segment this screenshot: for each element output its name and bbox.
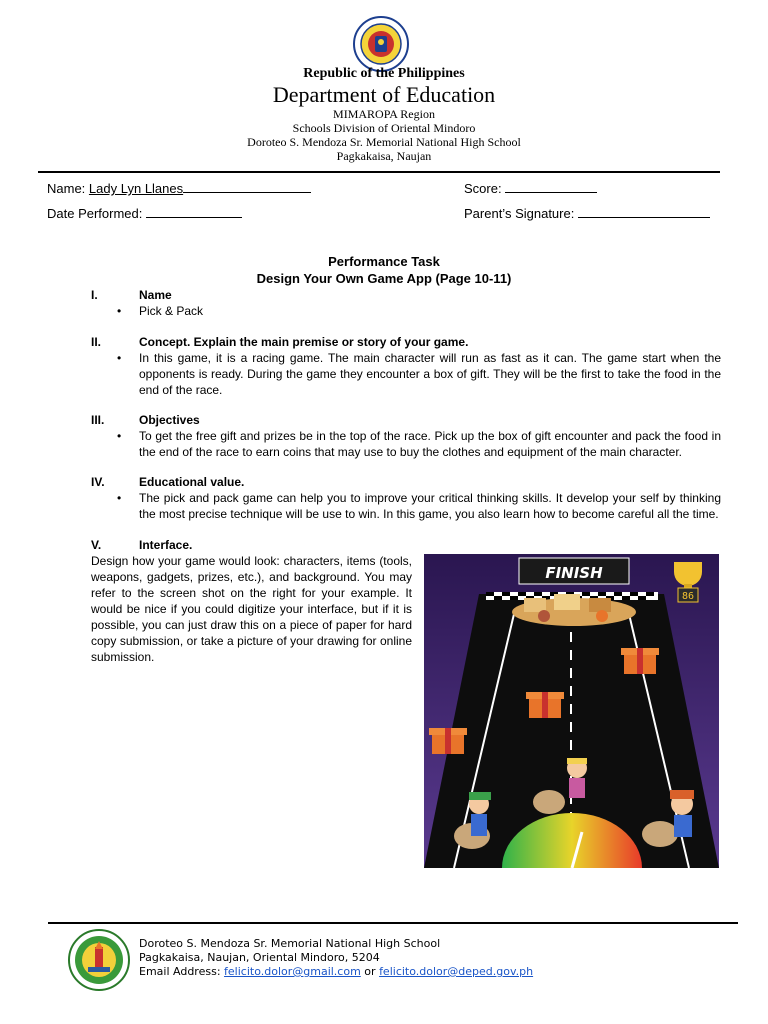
- location-text: Pagkakaisa, Naujan: [336, 149, 432, 163]
- header-divider: [38, 171, 720, 173]
- score-field: [464, 180, 597, 196]
- section-title: Concept. Explain the main premise or story of your game.: [139, 335, 469, 349]
- name-value: Lady Lyn Llanes: [88, 181, 184, 196]
- footer-address: Pagkakaisa, Naujan, Oriental Mindoro, 5204: [139, 951, 380, 964]
- bullet-item: [117, 303, 721, 319]
- region-text: MIMAROPA Region: [333, 107, 435, 121]
- section-number: II.: [91, 335, 102, 349]
- bullet-item: [117, 350, 721, 398]
- parent-blank: [578, 205, 710, 218]
- email-link-gmail[interactable]: felicito.dolor@gmail.com: [224, 965, 361, 978]
- bullet-text: Pick & Pack: [139, 304, 204, 318]
- gift-box-icon: [526, 692, 564, 718]
- footer-divider: [48, 922, 738, 924]
- bullet-text: In this game, it is a racing game. The main character will run as fast as it can. The game start when the opponents is ready. During the game they encounter a box of gift. They will be the first to take the food in the end of the race.: [139, 351, 721, 397]
- section-number: I.: [91, 288, 98, 302]
- parent-label: Parent’s Signature:: [464, 206, 575, 221]
- name-label: Name:: [47, 181, 86, 196]
- score-blank: [505, 180, 597, 193]
- bullet-item: [117, 428, 721, 460]
- date-label: Date Performed:: [47, 206, 143, 221]
- score-display: 86: [681, 591, 695, 602]
- section-title: Name: [139, 288, 172, 302]
- score-label: Score:: [464, 181, 502, 196]
- email-label: Email Address:: [139, 965, 221, 978]
- section-title: Interface.: [139, 538, 193, 552]
- section-number: III.: [91, 413, 105, 427]
- bullet-icon: •: [117, 491, 122, 505]
- bullet-text: The pick and pack game can help you to improve your critical thinking skills. It develop your self by thinking the most precise technique will be use to win. In this game, you also learn how to become careful all the time.: [139, 491, 721, 521]
- republic-heading: Republic of the Philippines: [303, 66, 465, 81]
- interface-paragraph: Design how your game would look: characters, items (tools, weapons, gadgets, prizes, etc.), and background. You may refer to the screen shot on the right for your example. It would be nice if you could digitize your interface, but if it is possible, you can just draw this on a piece of paper for hard copy submission, or take a picture of your drawing for online submission.: [91, 554, 412, 664]
- school-text: Doroteo S. Mendoza Sr. Memorial National High School: [247, 135, 521, 149]
- bullet-icon: •: [117, 304, 122, 318]
- game-screenshot: [424, 554, 719, 868]
- bullet-icon: •: [117, 351, 122, 365]
- bullet-icon: •: [117, 429, 122, 443]
- task-title: Performance Task: [328, 254, 440, 269]
- email-link-deped[interactable]: felicito.dolor@deped.gov.ph: [379, 965, 534, 978]
- bullet-text: To get the free gift and prizes be in the top of the race. Pick up the box of gift encounter and pack the food in the end of the race to earn coins that may use to buy the clothes and equipment of the main character.: [139, 429, 721, 459]
- gift-box-icon: [621, 648, 659, 674]
- section-title: Objectives: [139, 413, 200, 427]
- bullet-item: [117, 490, 721, 522]
- name-field: [47, 180, 311, 196]
- footer-email-line: [139, 965, 533, 979]
- date-field: [47, 205, 242, 221]
- section-number: V.: [91, 538, 102, 552]
- name-blank: [183, 180, 311, 193]
- department-heading: Department of Education: [272, 82, 496, 107]
- gift-box-icon: [429, 728, 467, 754]
- finish-text: FINISH: [545, 564, 603, 582]
- section-number: IV.: [91, 475, 105, 489]
- division-text: Schools Division of Oriental Mindoro: [292, 121, 476, 135]
- school-seal-icon: [68, 929, 130, 991]
- or-text: or: [364, 965, 376, 978]
- parent-signature-field: [464, 205, 710, 221]
- task-subtitle: Design Your Own Game App (Page 10-11): [256, 271, 512, 286]
- section-title: Educational value.: [139, 475, 245, 489]
- date-blank: [146, 205, 242, 218]
- game-scene: [424, 554, 719, 868]
- footer-school: Doroteo S. Mendoza Sr. Memorial National High School: [139, 937, 441, 950]
- deped-seal-icon: [353, 16, 409, 72]
